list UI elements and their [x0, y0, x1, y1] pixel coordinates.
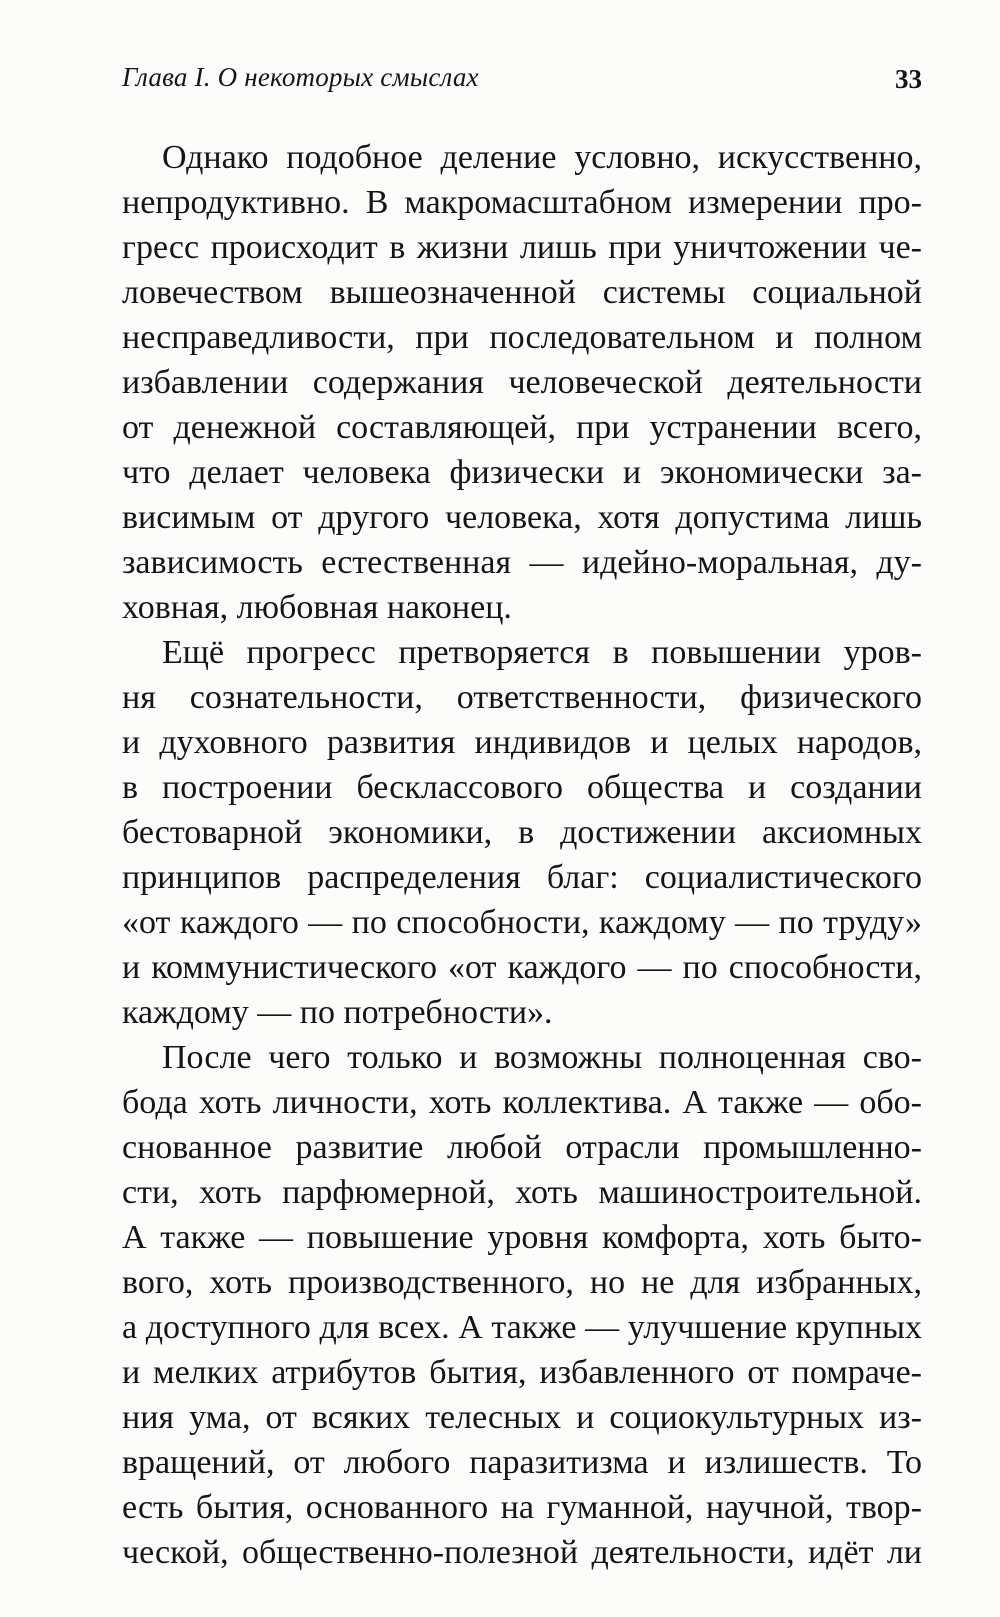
text-line: и мелких атрибутов бытия, избавленного от помраче-: [122, 1354, 922, 1391]
text-line: ловечеством вышеозначенной системы социальной: [122, 274, 922, 311]
text-line: непродуктивно. В макромасштабном измерении про-: [122, 184, 922, 221]
text-line: и коммунистического «от каждого — по способности,: [122, 949, 922, 986]
chapter-title: Глава I. О некоторых смыслах: [122, 62, 479, 92]
text-line: ховная, любовная наконец.: [122, 589, 512, 626]
text-line: вого, хоть производственного, но не для избранных,: [122, 1264, 922, 1301]
paragraph-2: [122, 630, 922, 1035]
paragraph-3: [122, 1035, 922, 1575]
text-line: и духовного развития индивидов и целых народов,: [122, 724, 922, 761]
text-line: Ещё прогресс претворяется в повышении уров-: [162, 634, 922, 671]
text-line: принципов распределения благ: социалистического: [122, 859, 922, 896]
text-line: что делает человека физически и экономически за-: [122, 454, 922, 491]
text-line: зависимость естественная — идейно-моральная, ду-: [122, 544, 922, 581]
text-line: ческой, общественно-полезной деятельности, идёт ли: [122, 1534, 922, 1571]
text-line: сти, хоть парфюмерной, хоть машиностроительной.: [122, 1174, 922, 1211]
body-text: [122, 135, 922, 1575]
paragraph-1: [122, 135, 922, 630]
text-line: в построении бесклассового общества и создании: [122, 769, 922, 806]
text-line: каждому — по потребности».: [122, 994, 553, 1031]
text-line: бестоварной экономики, в достижении аксиомных: [122, 814, 922, 851]
page-number: 33: [895, 64, 922, 94]
text-line: гресс происходит в жизни лишь при уничтожении че-: [122, 229, 922, 266]
text-line: от денежной составляющей, при устранении всего,: [122, 409, 922, 446]
text-line: вращений, от любого паразитизма и излишеств. То: [122, 1444, 922, 1481]
text-line: избавлении содержания человеческой деятельности: [122, 364, 922, 401]
text-line: А также — повышение уровня комфорта, хоть быто-: [122, 1219, 922, 1256]
text-line: а доступного для всех. А также — улучшение крупных: [122, 1309, 922, 1346]
text-line: несправедливости, при последовательном и полном: [122, 319, 922, 356]
text-line: После чего только и возможны полноценная сво-: [162, 1039, 922, 1076]
text-line: висимым от другого человека, хотя допустима лишь: [122, 499, 922, 536]
text-line: «от каждого — по способности, каждому — по труду»: [122, 904, 922, 941]
text-line: снованное развитие любой отрасли промышленно-: [122, 1129, 922, 1166]
text-line: ния ума, от всяких телесных и социокультурных из-: [122, 1399, 922, 1436]
text-line: есть бытия, основанного на гуманной, научной, твор-: [122, 1489, 922, 1526]
text-line: Однако подобное деление условно, искусственно,: [162, 139, 922, 176]
text-line: бода хоть личности, хоть коллектива. А также — обо-: [122, 1084, 922, 1121]
running-head: [122, 62, 922, 102]
text-line: ня сознательности, ответственности, физического: [122, 679, 922, 716]
